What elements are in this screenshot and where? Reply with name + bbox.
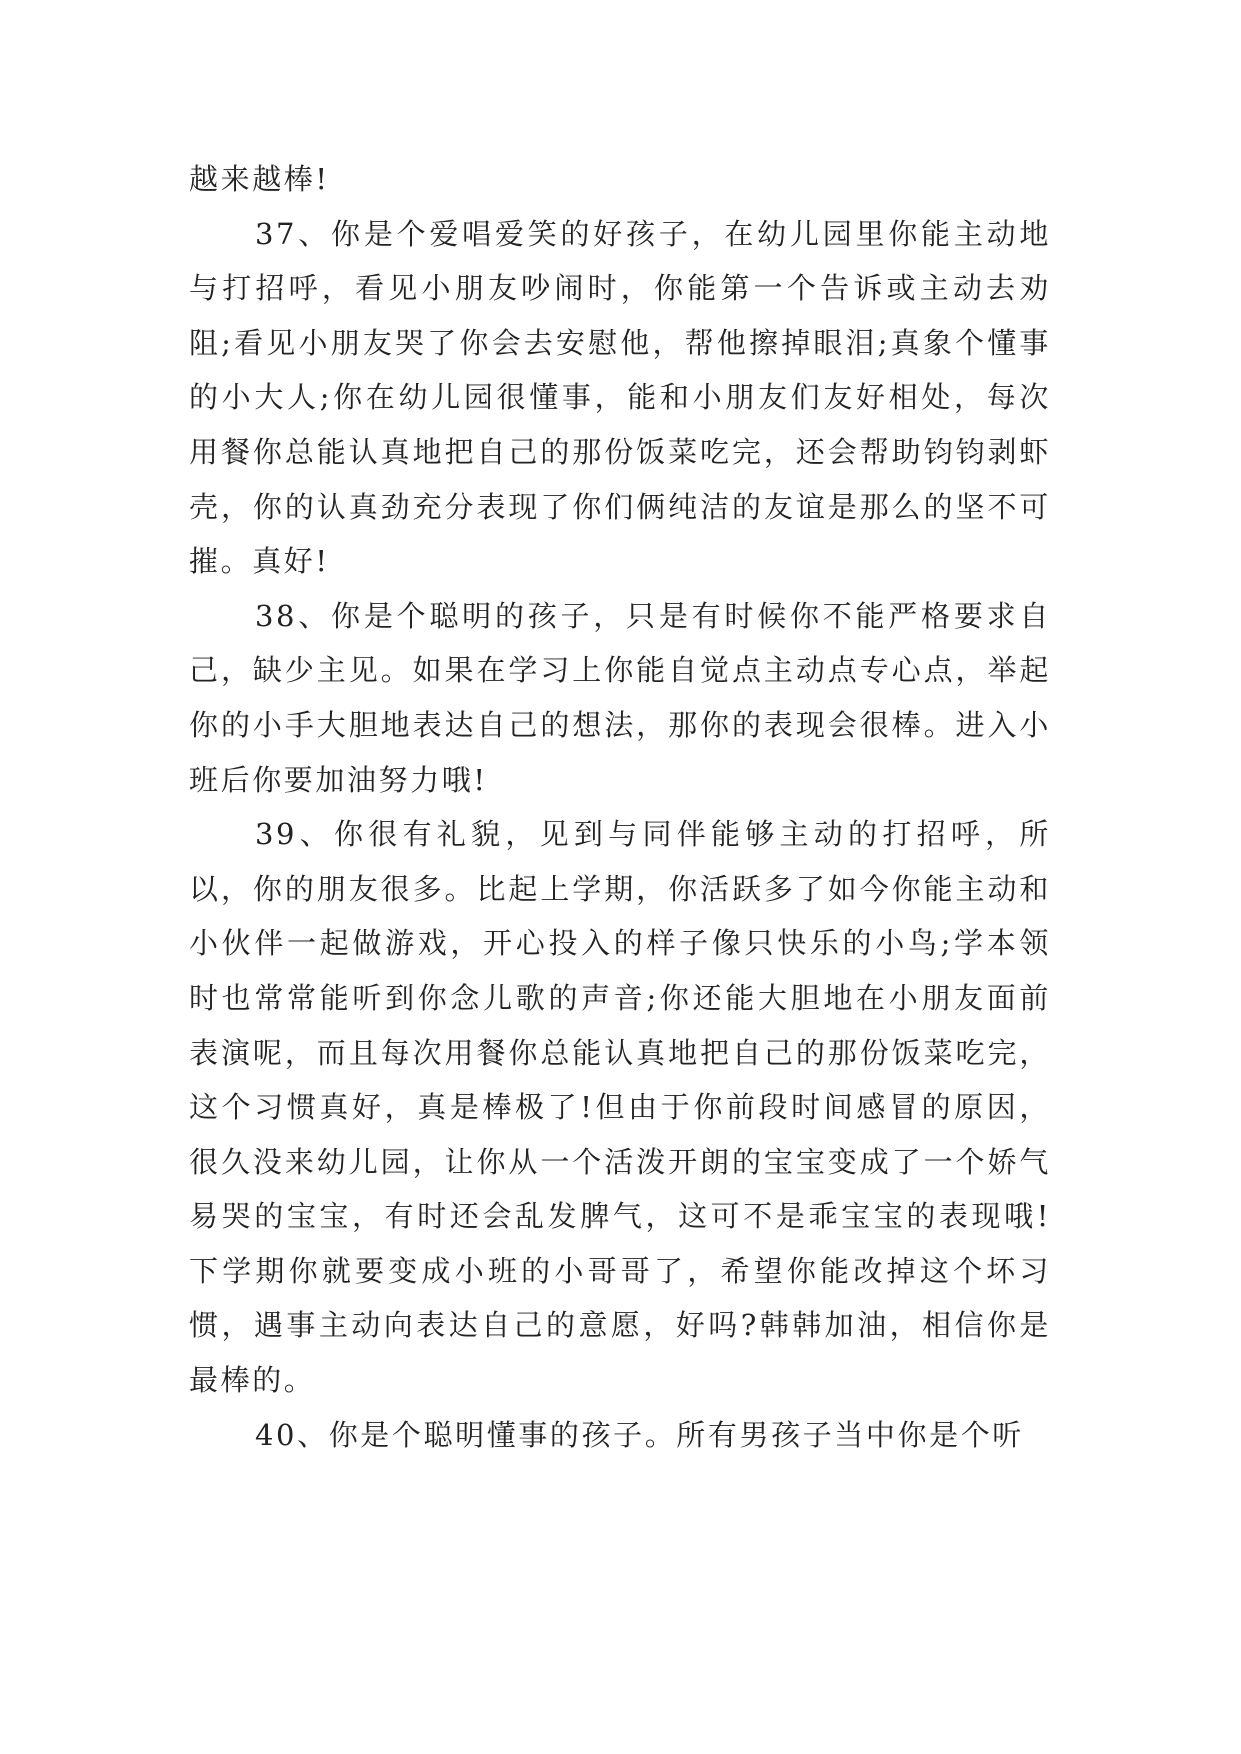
paragraph-item-37: 37、你是个爱唱爱笑的好孩子，在幼儿园里你能主动地与打招呼，看见小朋友吵闹时，你能第一个告诉或主动去劝阻;看见小朋友哭了你会去安慰他，帮他擦掉眼泪;真象个懂事的小大人;你在幼儿园很懂事，能和小朋友们友好相处，每次用餐你总能认真地把自己的那份饭菜吃完，还会帮助钧钧剥虾壳，你的认真劲充分表现了你们俩纯洁的友谊是那么的坚不可摧。真好!: [189, 216, 1051, 579]
paragraph-item-40: 40、你是个聪明懂事的孩子。所有男孩子当中你是个听: [255, 1417, 1024, 1452]
document-body: [189, 152, 1051, 1462]
paragraph-continuation: 越来越棒!: [189, 162, 330, 196]
paragraph-item-39: 39、你很有礼貌，见到与同伴能够主动的打招呼，所以，你的朋友很多。比起上学期，你活跃多了如今你能主动和小伙伴一起做游戏，开心投入的样子像只快乐的小鸟;学本领时也常常能听到你念儿歌的声音;你还能大胆地在小朋友面前表演呢，而且每次用餐你总能认真地把自己的那份饭菜吃完，这个习惯真好，真是棒极了!但由于你前段时间感冒的原因，很久没来幼儿园，让你从一个活泼开朗的宝宝变成了一个娇气易哭的宝宝，有时还会乱发脾气，这可不是乖宝宝的表现哦!下学期你就要变成小班的小哥哥了，希望你能改掉这个坏习惯，遇事主动向表达自己的意愿，好吗?韩韩加油，相信你是最棒的。: [189, 817, 1051, 1398]
paragraph-item-38: 38、你是个聪明的孩子，只是有时候你不能严格要求自己，缺少主见。如果在学习上你能自觉点主动点专心点，举起你的小手大胆地表达自己的想法，那你的表现会很棒。进入小班后你要加油努力哦!: [189, 598, 1051, 797]
